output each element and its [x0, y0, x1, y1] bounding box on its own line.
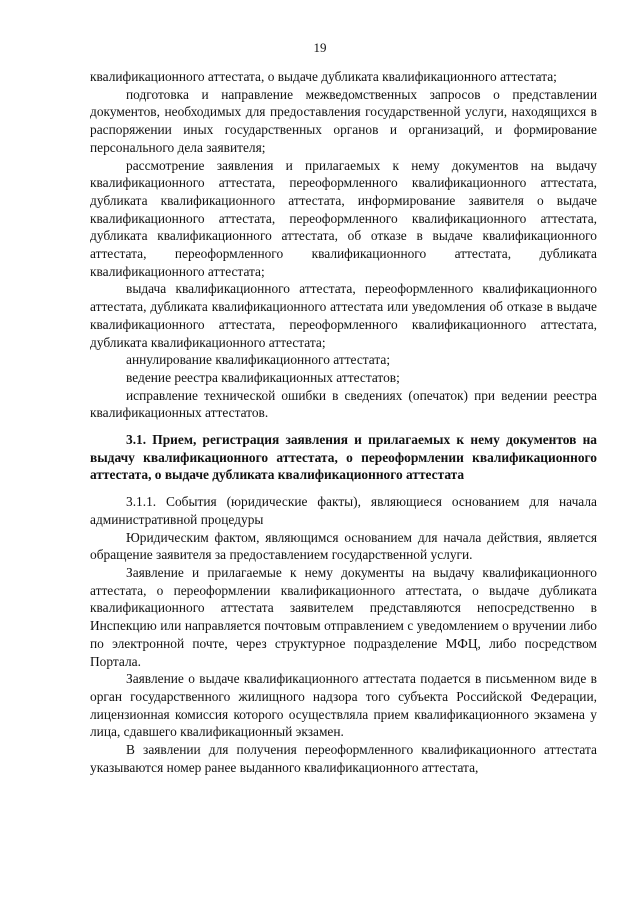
- paragraph: подготовка и направление межведомственных запросов о представлении документов, необходимых для предоставления государственной услуги, находящихся в распоряжении иных государственных органов и организаций, и формирование персонального дела заявителя;: [90, 86, 597, 155]
- paragraph: 3.1.1. События (юридические факты), являющиеся основанием для начала административной процедуры: [90, 494, 597, 527]
- paragraph: Заявление о выдаче квалификационного аттестата подается в письменном виде в орган государственного жилищного надзора того субъекта Российской Федерации, лицензионная комиссия которого осуществляла прием квалификационного экзамена у лица, сдавшего квалификационный экзамен.: [90, 671, 597, 740]
- paragraph: квалификационного аттестата, о выдаче дубликата квалификационного аттестата;: [90, 69, 557, 84]
- section-heading: 3.1. Прием, регистрация заявления и прилагаемых к нему документов на выдачу квалификационного аттестата, о переоформлении квалификационного аттестата, о выдаче дубликата квалификационного аттестата: [90, 432, 597, 483]
- paragraph: аннулирование квалификационного аттестата;: [126, 352, 391, 368]
- paragraph: Заявление и прилагаемые к нему документы на выдачу квалификационного аттестата, о переоформлении квалификационного аттестата, о выдаче дубликата квалификационного аттестата заявителем представляются непосредственно в Инспекцию или направляется почтовым отправлением с уведомлением о вручении либо по электронной почте, через структурное подразделение МФЦ, либо посредством Портала.: [90, 564, 597, 669]
- paragraph: ведение реестра квалификационных аттестатов;: [126, 369, 400, 385]
- paragraph: исправление технической ошибки в сведениях (опечаток) при ведении реестра квалификационных аттестатов.: [90, 387, 597, 421]
- paragraph: Юридическим фактом, являющимся основанием для начала действия, является обращение заявителя за предоставлением государственной услуги.: [90, 529, 597, 563]
- paragraph: рассмотрение заявления и прилагаемых к нему документов на выдачу квалификационного аттестата, переоформленного квалификационного аттестата, дубликата квалификационного аттестата, информирование заявителя о выдаче квалификационного аттестата, переоформленного квалификационного аттестата, дубликата квалификационного аттестата, об отказе в выдаче квалификационного аттестата, переоформленного квалификационного аттестата, дубликата квалификационного аттестата;: [90, 157, 597, 279]
- document-body: [90, 68, 597, 776]
- paragraph: выдача квалификационного аттестата, переоформленного квалификационного аттестата, дубликата квалификационного аттестата или уведомления об отказе в выдаче квалификационного аттестата, переоформленного квалификационного аттестата, дубликата квалификационного аттестата;: [90, 281, 597, 350]
- page-number: 19: [313, 40, 327, 55]
- paragraph: В заявлении для получения переоформленного квалификационного аттестата указываются номер ранее выданного квалификационного аттестата,: [90, 742, 597, 775]
